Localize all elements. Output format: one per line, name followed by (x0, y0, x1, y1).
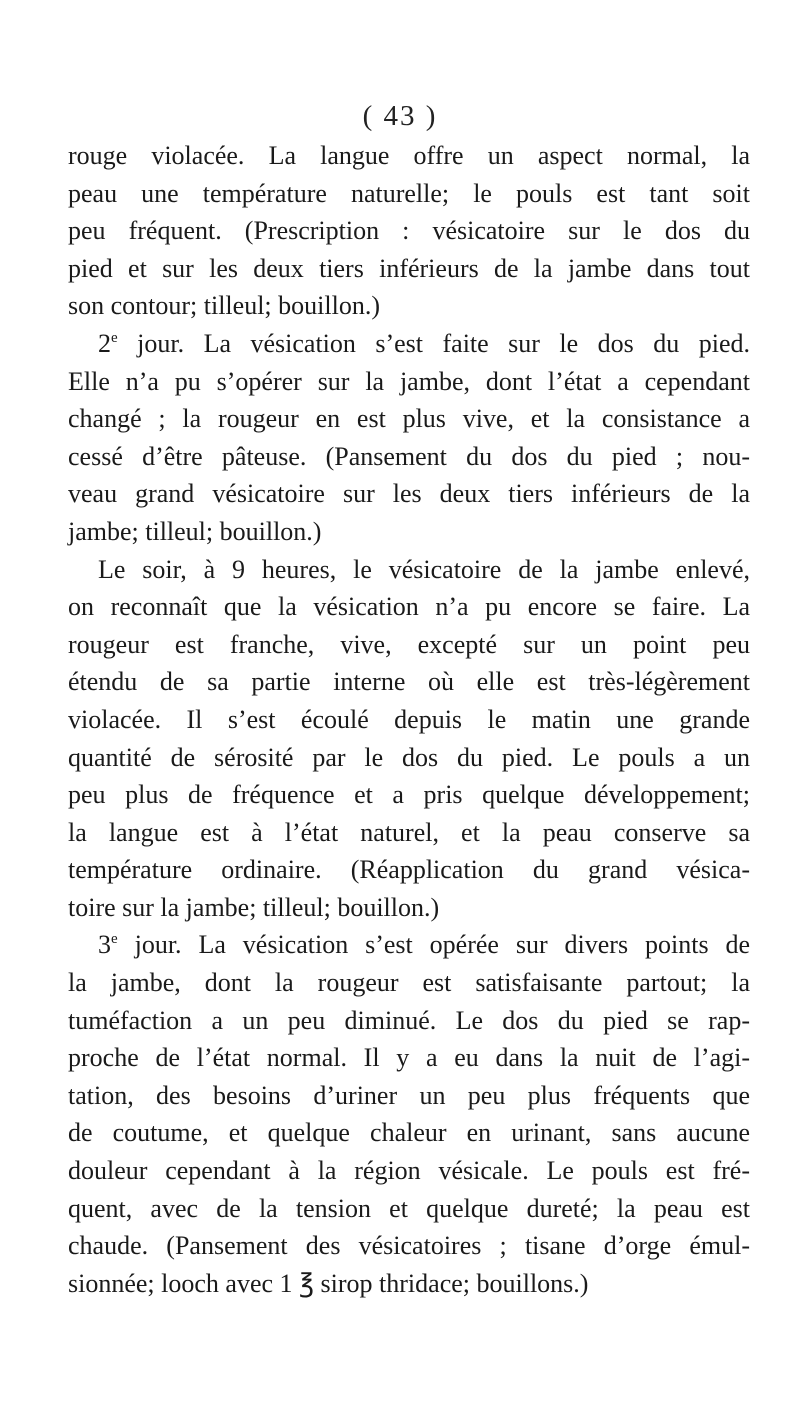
text-line: cessé d’être pâteuse. (Pansement du dos du pied ; nou- (68, 441, 750, 471)
text-line: tuméfaction a un peu diminué. Le dos du pied se rap- (68, 1005, 750, 1035)
day-number: 2 (98, 328, 111, 358)
text-line: son contour; tilleul; bouillon.) (68, 291, 380, 321)
text-line: toire sur la jambe; tilleul; bouillon.) (68, 892, 440, 922)
text-line-content: jour. La vésication s’est faite sur le dos du pied. (137, 328, 751, 358)
day-ordinal-suffix: e (111, 931, 118, 948)
text-line: de coutume, et quelque chaleur en urinant, sans aucune (68, 1118, 750, 1148)
paragraph-day-2-first-line (68, 325, 750, 363)
text-line: chaude. (Pansement des vésicatoires ; tisane d’orge émul- (68, 1231, 750, 1261)
text-line: peu fréquent. (Prescription : vésicatoire sur le dos du (68, 216, 750, 246)
page-number: ( 43 ) (362, 100, 438, 132)
body-text (68, 137, 750, 1302)
text-line: sionnée; looch avec 1 ℥ sirop thridace; bouillons.) (68, 1268, 589, 1298)
text-line: Le soir, à 9 heures, le vésicatoire de la jambe enlevé, (98, 554, 750, 584)
text-line: Elle n’a pu s’opérer sur la jambe, dont l’état a cependant (68, 366, 750, 396)
text-line: pied et sur les deux tiers inférieurs de la jambe dans tout (68, 253, 750, 283)
text-line: quantité de sérosité par le dos du pied. Le pouls a un (68, 742, 750, 772)
text-line: proche de l’état normal. Il y a eu dans la nuit de l’agi- (68, 1043, 750, 1073)
day-number: 3 (98, 930, 111, 960)
text-line: changé ; la rougeur en est plus vive, et la consistance a (68, 404, 750, 434)
text-line: on reconnaît que la vésication n’a pu encore se faire. La (68, 592, 750, 622)
text-line: violacée. Il s’est écoulé depuis le matin une grande (68, 704, 750, 734)
text-line: rougeur est franche, vive, excepté sur un point peu (68, 629, 750, 659)
paragraph-day-3-first-line (68, 926, 750, 964)
text-line-content: jour. La vésication s’est opérée sur divers points de (134, 930, 751, 960)
text-line: la langue est à l’état naturel, et la peau conserve sa (68, 817, 750, 847)
text-line: douleur cependant à la région vésicale. Le pouls est fré- (68, 1156, 750, 1186)
day-ordinal-suffix: e (111, 329, 118, 346)
text-line: peau une température naturelle; le pouls est tant soit (68, 178, 750, 208)
text-line: étendu de sa partie interne où elle est très-légèrement (68, 667, 750, 697)
text-line: température ordinaire. (Réapplication du grand vésica- (68, 855, 750, 885)
text-line: rouge violacée. La langue offre un aspect normal, la (68, 141, 750, 170)
text-line: veau grand vésicatoire sur les deux tiers inférieurs de la (68, 479, 750, 509)
text-line: la jambe, dont la rougeur est satisfaisante partout; la (68, 968, 750, 998)
text-line: peu plus de fréquence et a pris quelque développement; (68, 780, 750, 810)
text-line: tation, des besoins d’uriner un peu plus fréquents que (68, 1080, 750, 1110)
text-line: quent, avec de la tension et quelque dureté; la peau est (68, 1193, 750, 1223)
text-line: jambe; tilleul; bouillon.) (68, 516, 322, 546)
